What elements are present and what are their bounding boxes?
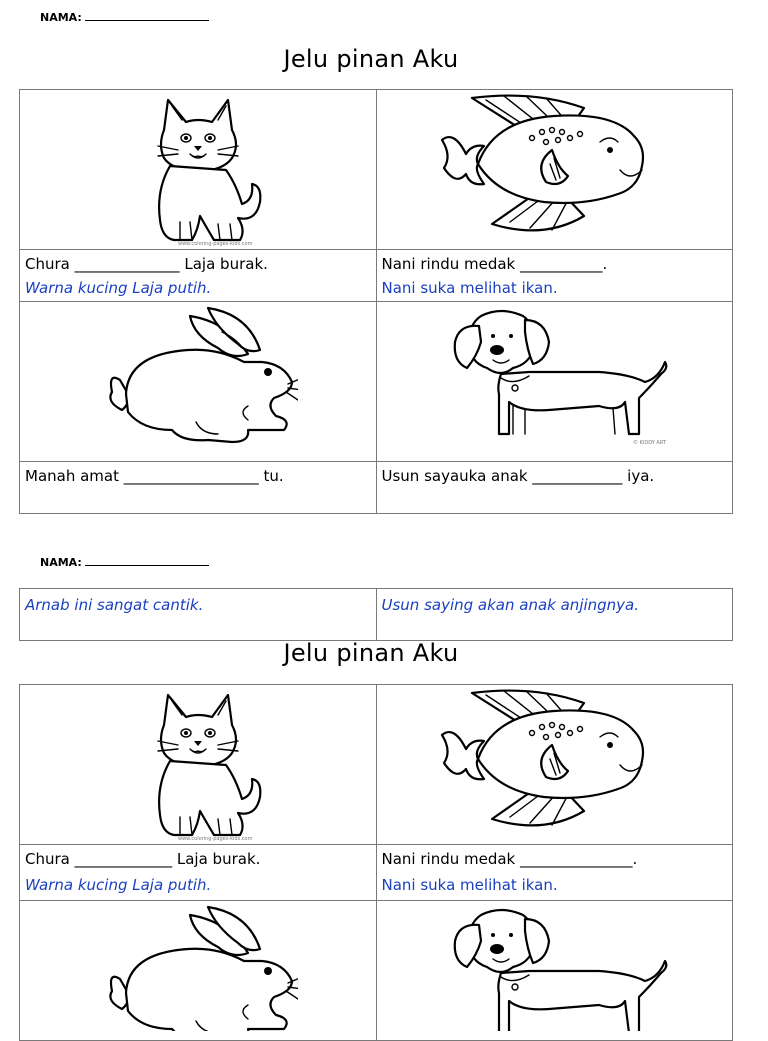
name-blank-line[interactable] bbox=[85, 555, 209, 566]
svg-text:www.coloring-pages-kids.com: www.coloring-pages-kids.com bbox=[177, 836, 253, 842]
dog-translation-cell bbox=[376, 589, 733, 641]
rabbit-illustration-icon bbox=[98, 901, 298, 1031]
dog-image-cell bbox=[376, 901, 733, 1041]
rabbit-text-cell bbox=[20, 462, 377, 514]
fish-translation: Nani suka melihat ikan. bbox=[381, 279, 558, 297]
rabbit-translation-cell bbox=[20, 589, 377, 641]
svg-text:www.coloring-pages-kids.com: www.coloring-pages-kids.com bbox=[177, 241, 253, 247]
name-field-1 bbox=[40, 10, 209, 24]
svg-text:© KIDDY ART: © KIDDY ART bbox=[633, 440, 667, 446]
rabbit-image-cell bbox=[20, 302, 377, 462]
rabbit-sentence: Manah amat __________________ tu. bbox=[25, 467, 284, 485]
name-field-2 bbox=[40, 555, 209, 569]
cat-illustration-icon bbox=[128, 685, 268, 843]
rabbit-translation: Arnab ini sangat cantik. bbox=[25, 596, 204, 614]
fish-text-cell bbox=[376, 845, 733, 901]
dog-sentence: Usun sayauka anak ____________ iya. bbox=[381, 467, 655, 485]
dog-illustration-icon bbox=[429, 901, 679, 1031]
cat-sentence: Chura _____________ Laja burak. bbox=[25, 850, 261, 868]
dog-illustration-icon bbox=[429, 302, 679, 452]
fish-illustration-icon bbox=[434, 685, 674, 835]
name-label: NAMA: bbox=[40, 556, 82, 569]
cat-translation: Warna kucing Laja putih. bbox=[25, 279, 212, 297]
fish-translation: Nani suka melihat ikan. bbox=[381, 876, 558, 894]
worksheet-title-2: Jelu pinan Aku bbox=[283, 639, 459, 667]
fish-text-cell bbox=[376, 250, 733, 302]
worksheet-title-1: Jelu pinan Aku bbox=[283, 45, 459, 73]
fish-image-cell bbox=[376, 685, 733, 845]
dog-translation: Usun saying akan anak anjingnya. bbox=[381, 596, 640, 614]
fish-sentence: Nani rindu medak _______________. bbox=[381, 850, 638, 868]
dog-text-cell bbox=[376, 462, 733, 514]
name-label: NAMA: bbox=[40, 11, 82, 24]
cat-illustration-icon bbox=[128, 90, 268, 248]
fish-illustration-icon bbox=[434, 90, 674, 240]
rabbit-illustration-icon bbox=[98, 302, 298, 452]
cat-image-cell bbox=[20, 685, 377, 845]
fish-sentence: Nani rindu medak ___________. bbox=[381, 255, 608, 273]
cat-text-cell bbox=[20, 250, 377, 302]
fish-image-cell bbox=[376, 90, 733, 250]
worksheet-table-2 bbox=[19, 684, 733, 1041]
cat-image-cell bbox=[20, 90, 377, 250]
worksheet-table-1 bbox=[19, 89, 733, 514]
translation-table bbox=[19, 588, 733, 641]
cat-sentence: Chura ______________ Laja burak. bbox=[25, 255, 268, 273]
rabbit-image-cell bbox=[20, 901, 377, 1041]
cat-translation: Warna kucing Laja putih. bbox=[25, 876, 212, 894]
cat-text-cell bbox=[20, 845, 377, 901]
dog-image-cell bbox=[376, 302, 733, 462]
name-blank-line[interactable] bbox=[85, 10, 209, 21]
